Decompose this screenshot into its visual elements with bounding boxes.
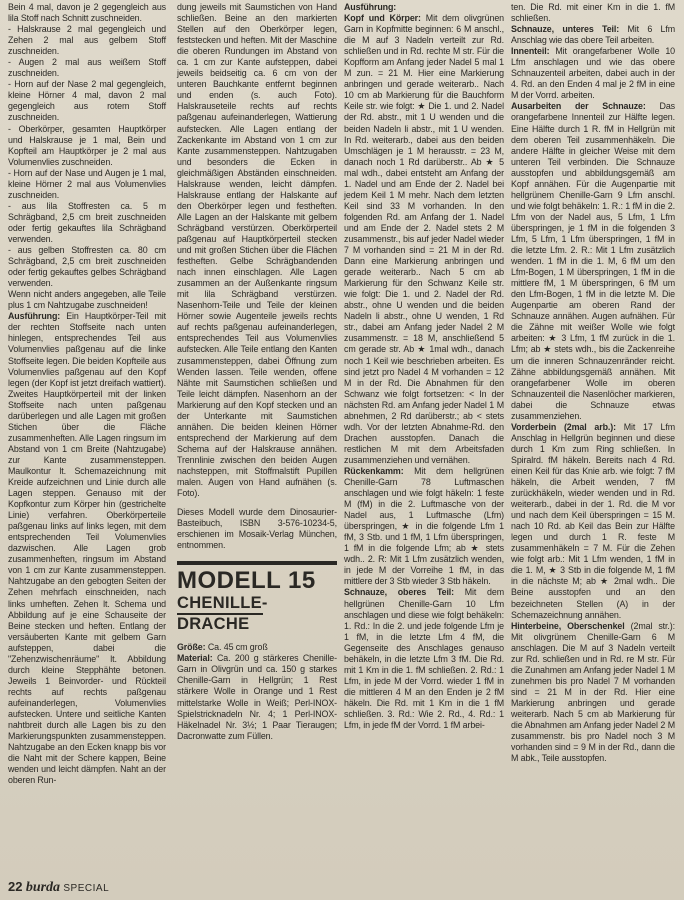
model-heading xyxy=(177,561,337,634)
model-title: MODELL 15 xyxy=(177,567,316,595)
kopf-text: Mit dem olivgrünen Garn in Kopfmitte beginnen: 6 M anschl., die M auf 3 Nadeln verteilt zur Rd. schließen und in Rd. rechte M str. Für die Kopfform am Anfang jeder Nadel 5 mal 1 M zun. = 21 M. Hier eine Markierung anbringen und gerade weiterarb.. Nach 10 cm ab Markierung für die Bauchform Keile str. wie folgt: ★ Die 1. und 2. Nadel der Rd. abstr., mit 1 U wenden und die beiden Nadeln li abstr., mit 1 U wenden. In Rd. weiterarb., dabei aus den beiden Umschlägen je 1 M herausstr. = 23 M, danach noch 1 Rd darüberstr.. Ab ★ 5 mal wdh., dabei entsteht am Anfang der 1. Nadel und am Ende der 2. Nadel bei jedem Keil 1 M mehr. Nach dem letzten Keil sind 33 M vorhanden. In den folgenden Rd. am Anfang der 1. Nadel und am Ende der 2. Nadel stets 2 M zusammenstr., bis auf jeder Nadel wieder 7 M vorhanden sind = 21 M in der Rd. Dann eine Markierung anbringen und gerade weiterarb.. Nach 5 cm ab Markierung für den Schwanz Keile str. wie folgt: Die 1. und 2. Nadel der Rd. abstr., ohne U wenden und die beiden Nadeln li abstr., ohne U wenden, 1 Rd str., dabei am Anfang jeder Nadel 2 M zusammenstr. = 18 M, anschließend 5 cm gerade str. Ab ★ 1mal wdh., danach noch 1 Keil wie beschrieben arbeiten. Es sind jetzt pro Nadel 4 M vorhanden = 12 M in der Rd. Die Abnahmen für den Schwanz wie folgt fortsetzen: < In der nächsten Rd. am Anfang jeder Nadel 1 M abnehmen, 2 Rd darüberstr.; ab < stets wdh. Vor der letzten Abnahme-Rd. den Drachen ausstopfen. Danach die restlichen M mit dem Arbeitsfaden zusammenziehen und vernähen. xyxy=(344,13,504,465)
instruction-line: - aus gelben Stoffresten ca. 80 cm Schrägband, 2,5 cm breit zuschneiden oder fertig gekauftes gelbes Schrägband verwenden. xyxy=(8,245,166,289)
ausarbeiten-label: Ausarbeiten der Schnauze: xyxy=(511,101,646,112)
instruction-line: - Oberkörper, gesamten Hauptkörper und Halskrause je 1 mal, Bein und Kopfteil am Hauptkörper je 2 mal aus Volumenvlies zuschneiden. xyxy=(8,123,166,167)
column-2 xyxy=(177,2,337,742)
instruction-line: Bein 4 mal, davon je 2 gegengleich aus lila Stoff nach Schnitt zuschneiden. xyxy=(8,2,166,24)
instruction-line: - Horn auf der Nase 2 mal gegengleich, kleine Hörner 4 mal, davon 2 mal gegengleich aus rotem Stoff zuschneiden. xyxy=(8,79,166,123)
instruction-line: - Augen 2 mal aus weißem Stoff zuschneiden. xyxy=(8,57,166,79)
instruction-line: - Halskrause 2 mal gegengleich und Zehen 2 mal aus gelbem Stoff zuschneiden. xyxy=(8,24,166,57)
source-note: Dieses Modell wurde dem Dinosaurier-Basteibuch, ISBN 3-576-10234-5, erschienen im Mosaik-Verlag München, entnommen. xyxy=(177,507,337,551)
continued-text: ten. Die Rd. mit einer Km in die 1. fM schließen. xyxy=(511,2,675,24)
ausfuehrung-label: Ausführung: xyxy=(8,311,61,322)
model-subtitle-line2: DRACHE xyxy=(177,615,250,634)
continued-text: dung jeweils mit Saumstichen von Hand schließen. Beine an den markierten Stellen auf den Oberkörper legen, feststecken und heften. Mit der Maschine die oberen Rundungen im Abstand von ca. 1 cm zur Kante aufsteppen, dabei jeweils beidseitig ca. 6 cm von der unteren Bauchkante entfernt beginnen und enden (s. auch Foto). Halskrauseteile rechts auf rechts paßgenau aufeinanderlegen, Wattierung aufstecken. Alle Lagen entlang der Zackenkante im Abstand von 1 cm zur Kante zusammensteppen. Nahtzugaben und besonders die Ecken in gleichmäßigen Abständen einschneiden. Halskrause wenden, leicht dämpfen. Halskrause entlang der Halskante auf den Oberkörper legen und festheften. Alle Lagen an der Halskante mit gelbem Schrägband verstürzen. Oberkörperteil paßgenau auf Hauptkörperteil stecken und mit großen Stichen über die Flächen festheften. Gelbe Schrägbandenden nach innen einschlagen. Alle Lagen zusammen an der Außenkante ringsum mit lila Schrägband verstürzen. Nasenhorn-Teile und Teile der kleinen Hörner sowie Augenteile jeweils rechts auf rechts paßgenau aufeinanderlegen, entsprechendes Teil aus Volumenvlies aufstecken. Alle Teile entlang den Kanten zusammensteppen, dabei Öffnung zum Wenden lassen. Teile wenden, offene Nähte mit Saumstichen schließen und Teile leicht dämpfen. Nasenhorn an der Markierung auf den Kopf stecken und an der Unterkante mit Saumstichen annähen. Die beiden kleinen Hörner entsprechend der Markierung auf dem Schema auf der Halskrause annähen. Trennlinie zwischen den beiden Augen nachsteppen, mit Stoffmalstift Pupillen malen. Augen von Hand aufnähen (s. Foto). xyxy=(177,2,337,499)
ausarbeiten-paragraph xyxy=(511,101,675,421)
size-line xyxy=(177,642,337,653)
material-value: Ca. 200 g stärkeres Chenille-Garn in Olivgrün und ca. 150 g starkes Chenille-Garn in Hellgrün; 1 Rest stärkere Wolle in Orange und 1 Rest mittelstarke Wolle in Weiß; Perl-INOX-Spielstricknadeln Nr. 4; 1 Perl-INOX-Häkelnadel Nr. 3½; 1 Paar Tieraugen; Dacronwatte zum Füllen. xyxy=(177,653,337,741)
innenteil-paragraph xyxy=(511,46,675,101)
ruecken-text: Mit dem hellgrünen Chenille-Garn 78 Luftmaschen anschlagen und wie folgt häkeln: 1 feste M (fM) in die 2. Luftmasche von der Nadel aus, 1 Luftmasche (Lfm) überspringen, ★ in die folgende Lfm 1 fM, 3 Stb. und 1 fM, 1 Lfm überspringen, 1 fM in die folgende Lfm; ab ★ stets wdh.. 2. R: Mit 1 Lfm zusätzlich wenden, in jede M der Vorreihe 1 fM, in das mittlere der 3 Stb wieder 3 Stb häkeln. xyxy=(344,465,504,587)
kopf-label: Kopf und Körper: xyxy=(344,13,421,24)
schnauze-unten-paragraph xyxy=(511,24,675,46)
innenteil-text: Mit orangefarbener Wolle 10 Lfm anschlagen und wie das obere Schnauzenteil arbeiten, dabei auch in der 4. Rd. an den Enden 4 mal je 2 fM in eine M der Vorrd. arbeiten. xyxy=(511,46,676,101)
ruecken-paragraph xyxy=(344,466,504,588)
hinterbein-label: Hinterbeine, Oberschenkel xyxy=(511,620,625,631)
innenteil-label: Innenteil: xyxy=(511,46,550,57)
material-label: Material: xyxy=(177,653,213,664)
column-1 xyxy=(8,2,166,786)
schnauze-paragraph xyxy=(344,587,504,731)
ausarbeiten-text: Das orangefarbene Innenteil zur Hälfte legen. Eine Hälfte durch 1 R. fM in Hellgrün mit dem oberen Teil zusammenhäkeln. Die andere Hälfte in gleicher Weise mit dem unteren Teil verbinden. Die Schnauze ausstopfen und abbildungsgemäß am Kopf annähen. Für die Augenpartie mit hellgrünem Chenille-Garn 9 Lfm anschl. und wie folgt behäkeln: 1. R.: 1 fM in die 2. Lfm von der Nadel aus, 5 Lfm, 1 Lfm überspringen, je 1 fM in die folgenden 3 Lfm, 5 Lfm, 1 Lfm überspringen, 1 fM in die letzte Lfm. 2. R.: Mit 1 Lfm zusätzlich wenden. 1 fM in die 1. M, 6 fM um den Lfm-Bogen, 1 M überspringen, 1 fM in die mittlere fM, 1 M überspringen, 6 fM um den Lfm-Bogen, 1 fM in die letzte M. Die Augenpartie am oberen Rand der Schnauze annähen. Augen aufnähen. Für die Zähne mit weißer Wolle wie folgt arbeiten: ★ 3 Lfm, 1 fM zurück in die 1. Lfm; ab ★ stets wdh., bis die Zackenreihe um die inneren Schnauzenränder reicht. Zähne abbildungsgemäß annähen. Mit orangefarbener Wolle im oberen Schnauzenteil die Nasenlöcher markieren, dabei die Schnauze etwas zusammenziehen. xyxy=(511,101,675,421)
schnauze-text: Mit dem hellgrünen Chenille-Garn 10 Lfm anschlagen und diese wie folgt behäkeln: 1. Rd.: In die 2. und jede folgende Lfm je 1 fM, in die letzte Lfm 4 fM, die Gegenseite des Anschlages genauso behäkeln, in die letzte Lfm 3 fM. Die Rd. mit 1 Km in die 1. fM schließen. 2. Rd.: 1 Lfm, in jede M der Vorrd. wieder 1 fM in die mittleren 4 M an den Enden je 2 fM häkeln. Die Rd. mit 1 Km in die 1 fM schließen. 3. Rd.: Wie 2. Rd., 4. Rd.: 1 Lfm, in jede fM der Vorrd. 1 fM arbei- xyxy=(344,587,504,731)
column-3 xyxy=(344,2,504,731)
ausfuehrung-text: Ein Hauptkörper-Teil mit der rechten Stoffseite nach unten hinlegen, entsprechendes Teil aus Volumenvlies paßgenau auf die linke Stoffseite legen. Die beiden Kopfteile aus Volumenvlies paßgenau auf den Kopf legen (der Kopf ist jetzt dreifach wattiert). Zweites Hauptkörperteil mit der linken Stoffseite nach unten paßgenau darüberlegen und alle Lagen mit großen Stichen über die Fläche zusammenheften. Alle Lagen ringsum im Abstand von 1 cm Breite (Nahtzugabe) zur Kante zusammensteppen. Maulkontur lt. Schemazeichnung mit Kreide aufzeichnen und Linie durch alle Lagen steppen. Genauso mit der Kopfkontur zum Körper hin (gestrichelte Linie) verfahren. Oberkörperteile paßgenau links auf links legen, mit dem entsprechenden Teil Volumenvlies dazwischen. Alle Lagen grob zusammenheften, ringsum im Abstand von 1 cm zur Kante zusammensteppen. Nahtzugabe an den gebogten Seiten der Zehen mehrfach einschneiden, nach links umheften. Zehen lt. Schema und Abbildung auf je eine Schauseite der Beine stecken und heften. Entlang der versäuberten Kante mit gelbem Garn aufsteppen, dabei die "Zehenzwischenräume" lt. Abbildung durch kleine Stepphähte betonen. Jeweils 1 Beinvorder- und Rückteil rechts auf rechts paßgenau aufeinanderlegen, Volumenvlies aufstecken. Untere und seitliche Kanten nahtbreit durch alle Lagen bis zu den Markierungspunkten zusammensteppen. Nahtzugabe an den Ecken knapp bis vor die Naht mit der Schere kappen, Beine wenden und leicht dämpfen. Naht an der oberen Run- xyxy=(8,311,166,786)
ruecken-label: Rückenkamm: xyxy=(344,465,404,476)
kopf-paragraph xyxy=(344,13,504,466)
vorderbein-text: Mit 17 Lfm Anschlag in Hellgrün beginnen und diese durch 1 Km zum Ring schließen. In Spiralrd. fM häkeln. Bereits nach 4 Rd. einen Keil für das Knie arb. wie folgt: 7 fM häkeln, die Arbeit wenden, 7 fM zurückhäkeln, wieder wenden und in Rd. weiterarb., dabei in der 1. Rd. die M vor und nach dem Keil überspringen = 15 M. nach 10 Rd. ab Keil das Bein zur Hälfte legen und durch 1 R. feste M zusammenhäkeln = 7 M. Für die Zehen wie folgt arb.: Mit 1 Lfm wenden, 1 fM in die 1. M, ★ 3 Stb in die folgende M, 1 fM in die nächste M; ab ★ 2mal wdh.. Die Beine ausstopfen und an den bezeichneten Stellen (A) in der Schemazeichnung annähen. xyxy=(511,421,675,620)
schnauze-label: Schnauze, oberes Teil: xyxy=(344,587,455,598)
brand-logo: burda xyxy=(25,880,61,895)
section-heading: Ausführung: xyxy=(344,2,397,12)
instruction-note: Wenn nicht anders angegeben, alle Teile plus 1 cm Nahtzugabe zuschneiden! xyxy=(8,289,166,311)
material-line xyxy=(177,653,337,741)
page-number: 22 xyxy=(8,879,23,894)
column-4 xyxy=(511,2,675,764)
brand-special: SPECIAL xyxy=(63,883,110,894)
model-subtitle-line1: CHENILLE- xyxy=(177,594,263,615)
schnauze-unten-text: Mit 6 Lfm Anschlag wie das obere Teil arbeiten. xyxy=(511,24,676,46)
page-footer xyxy=(8,880,109,896)
vorderbein-label: Vorderbein (2mal arb.): xyxy=(511,421,616,432)
instruction-line: - Horn auf der Nase und Augen je 1 mal, kleine Hörner 2 mal aus Volumenvlies zuschneiden. xyxy=(8,167,166,200)
size-value: Ca. 45 cm groß xyxy=(207,642,268,653)
size-label: Größe: xyxy=(177,642,206,653)
hinterbein-paragraph xyxy=(511,621,675,765)
model-subtitle xyxy=(177,594,337,634)
instruction-line: - aus lila Stoffresten ca. 5 m Schrägband, 2,5 cm breit zuschneiden oder fertig gekauftes lila Schrägband verwenden. xyxy=(8,200,166,244)
ausfuehrung-paragraph xyxy=(8,311,166,786)
hinterbein-text: (2mal str.): Mit olivgrünem Chenille-Garn 6 M anschlagen. Die M auf 3 Nadeln verteilt zur Rd. schließen und in Rd. re M str. Für die Zunahmen am Anfang jeder Nadel 1 M zunehmen bis pro Nadel 7 M vorhanden sind = 21 M in der Rd. Hier eine Markierung anbringen und gerade weiterarb. Nach 5 cm ab Markierung für die Abnahmen am Anfang jeder Nadel 2 M zusammenstr. bis pro Nadel noch 3 M vorhanden sind = 9 M in der Rd., dann die M abk., Teile ausstopfen. xyxy=(511,620,675,764)
schnauze-unten-label: Schnauze, unteres Teil: xyxy=(511,24,620,35)
vorderbein-paragraph xyxy=(511,422,675,621)
